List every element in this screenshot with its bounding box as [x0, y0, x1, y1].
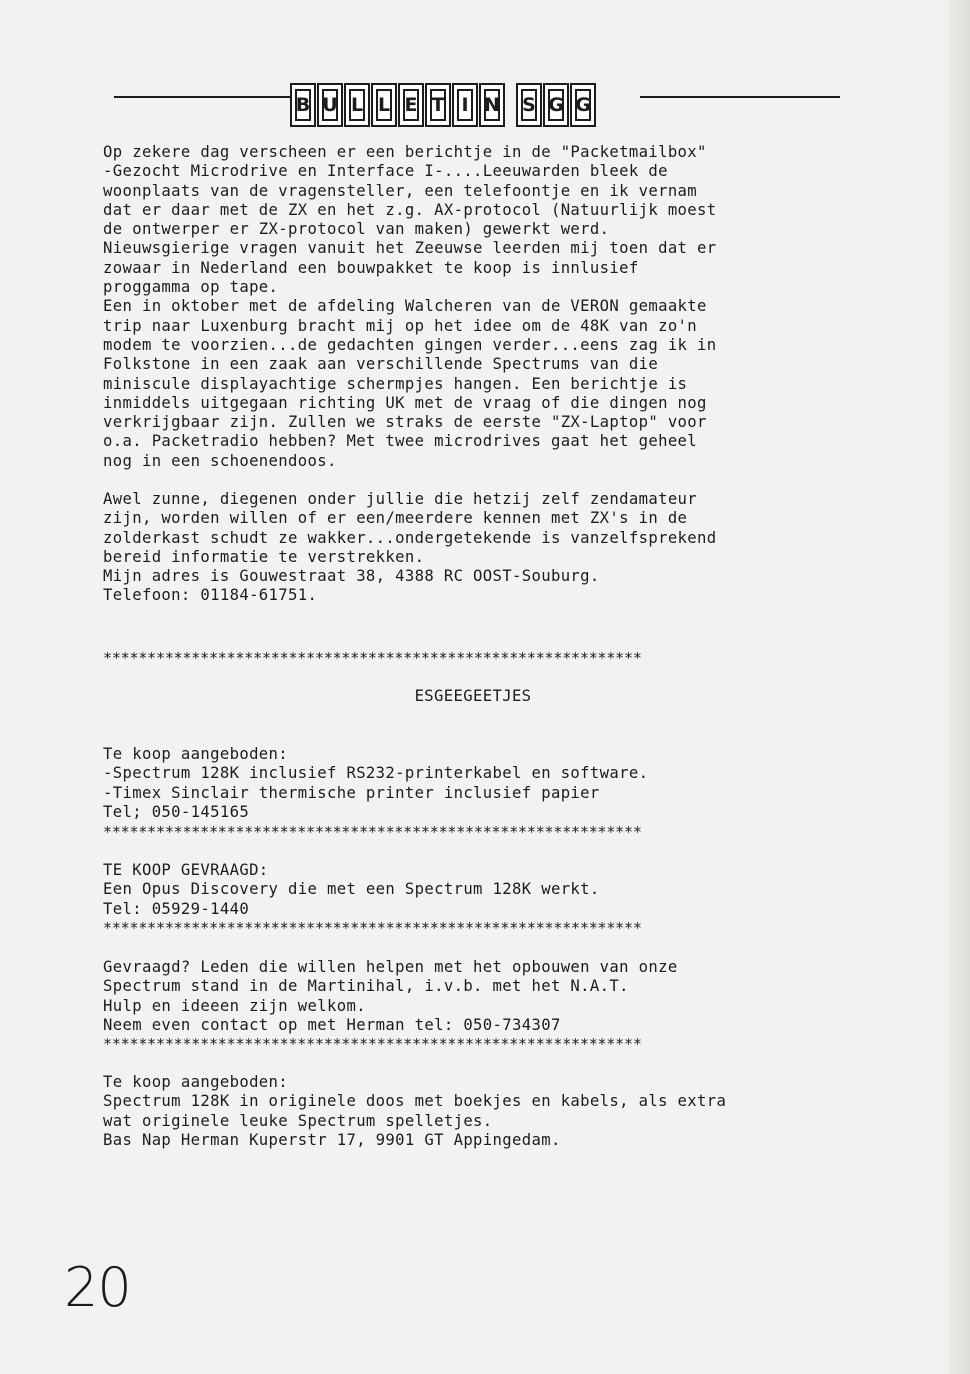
separator-line: *************************************************************	[103, 1035, 642, 1053]
banner-rule-left	[114, 96, 290, 98]
banner-letter: U	[317, 83, 343, 127]
banner-rule-right	[640, 96, 840, 98]
article-paragraph-2: Awel zunne, diegenen onder jullie die hetzij zelf zendamateur zijn, worden willen of er een/meerdere kennen met ZX's in de zolderkast schudt ze wakker...ondergetekende is vanzelfsprekend bereid informatie te verstrekken. Mijn adres is Gouwestraat 38, 4388 RC OOST-Souburg. Telefoon: 01184-61751.	[103, 490, 717, 605]
banner-word-sgg	[516, 83, 597, 127]
banner-letter: S	[516, 83, 542, 127]
classified-ad-1: Te koop aangeboden: -Spectrum 128K inclusief RS232-printerkabel en software. -Timex Sinclair thermische printer inclusief papier Tel; 050-145165	[103, 745, 649, 821]
banner-word-bulletin	[290, 83, 506, 127]
banner-letter: L	[344, 83, 370, 127]
classified-ad-3: Gevraagd? Leden die willen helpen met het opbouwen van onze Spectrum stand in de Martinihal, i.v.b. met het N.A.T. Hulp en ideeen zijn welkom. Neem even contact op met Herman tel: 050-734307	[103, 958, 678, 1034]
page-edge-shadow	[948, 0, 970, 1374]
classified-ad-2: TE KOOP GEVRAAGD: Een Opus Discovery die met een Spectrum 128K werkt. Tel: 05929-1440	[103, 861, 600, 918]
banner-letter: G	[570, 83, 596, 127]
classified-ad-4: Te koop aangeboden: Spectrum 128K in originele doos met boekjes en kabels, als extra wat originele leuke Spectrum spelletjes. Bas Nap Herman Kuperstr 17, 9901 GT Appingedam.	[103, 1073, 727, 1149]
separator-line: *************************************************************	[103, 649, 642, 667]
banner-letter: I	[452, 83, 478, 127]
banner-letter: T	[425, 83, 451, 127]
separator-line: *************************************************************	[103, 919, 642, 937]
banner-letter: N	[479, 83, 505, 127]
bulletin-sgg-banner	[290, 80, 640, 130]
classifieds-title: ESGEEGEETJES	[414, 687, 532, 705]
banner-letter: L	[371, 83, 397, 127]
banner-letter: E	[398, 83, 424, 127]
article-paragraph-1: Op zekere dag verscheen er een berichtje in de "Packetmailbox" -Gezocht Microdrive en Interface I-....Leeuwarden bleek de woonplaats van de vragensteller, een telefoontje en ik vernam dat er daar met de ZX en het z.g. AX-protocol (Natuurlijk moest de ontwerper er ZX-protocol van maken) gewerkt werd. Nieuwsgierige vragen vanuit het Zeeuwse leerden mij toen dat er zowaar in Nederland een bouwpakket te koop is innlusief proggamma op tape. Een in oktober met de afdeling Walcheren van de VERON gemaakte trip naar Luxenburg bracht mij op het idee om de 48K van zo'n modem te voorzien...de gedachten gingen verder...eens zag ik in Folkstone in een zaak aan verschillende Spectrums van die miniscule displayachtige schermpjes hangen. Een berichtje is inmiddels uitgegaan richting UK met de vraag of die dingen nog verkrijgbaar zijn. Zullen we straks de eerste "ZX-Laptop" voor o.a. Packetradio hebben? Met twee microdrives gaat het geheel nog in een schoenendoos.	[103, 143, 717, 470]
page-number: 20	[64, 1256, 131, 1319]
banner-letter: G	[543, 83, 569, 127]
separator-line: *************************************************************	[103, 823, 642, 841]
banner-letter: B	[290, 83, 316, 127]
